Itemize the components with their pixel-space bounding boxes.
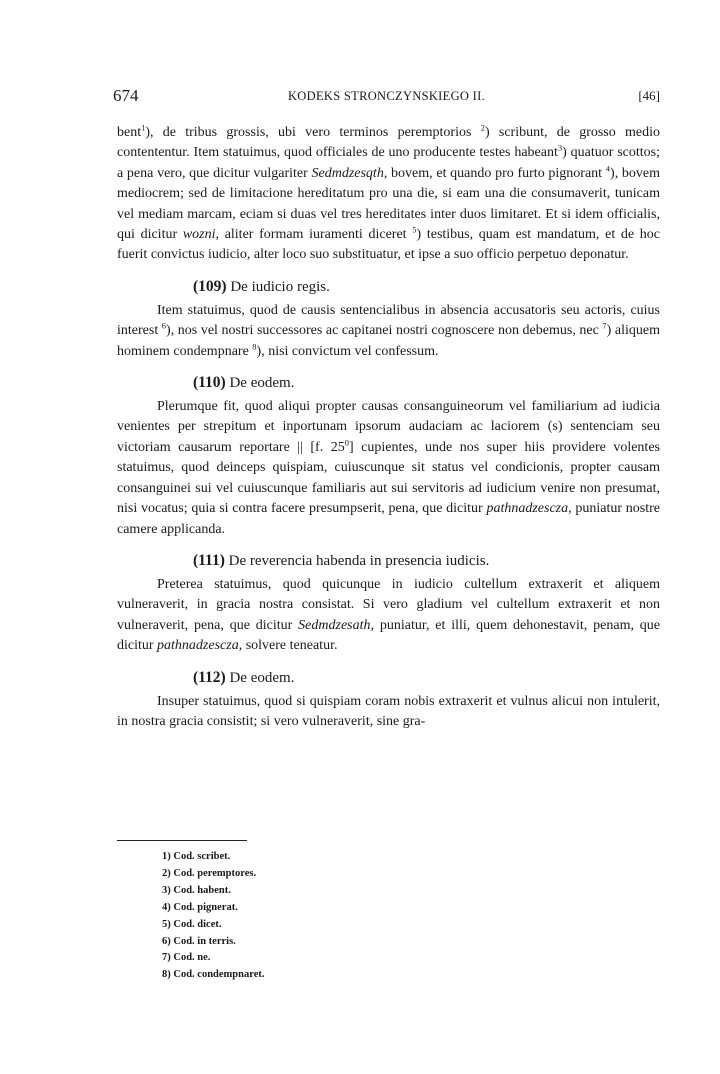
section-number: (109) xyxy=(193,277,227,295)
footnote-divider xyxy=(117,840,247,841)
section-title: De reverencia habenda in presencia iudicis. xyxy=(228,552,490,569)
footnote: 2) Cod. peremptores. xyxy=(162,867,257,879)
footnote: 1) Cod. scribet. xyxy=(162,851,231,862)
section-number: (112) xyxy=(193,668,226,686)
section-title: De eodem. xyxy=(229,375,295,392)
section-heading-110 xyxy=(193,373,660,393)
section-paragraph-110: Plerumque fit, quod aliqui propter causas consanguineorum vel familiarium ad iudicia venientes per strepitum et inportunam ipsorum audaciam ac laciorem (s) sentenciam seu victoriam causarum reportare || [f. $25^0$] cupientes, unde nos super hiis providere volentes statuimus, quod deinceps quispiam, cuiuscunque sit status vel condicionis, propter causam consanguinei sui vel cuiuscunque familiaris aut sui servitoris ad iudicium venire non presumat, nisi vocatus; quia si contra facere presumpserit, pena, que dicitur pathnadzescza, puniatur nostre camere applicanda. xyxy=(117,399,660,537)
footnote: 8) Cod. condempnaret. xyxy=(162,969,265,981)
folio-reference: [46] xyxy=(638,88,660,103)
section-number: (111) xyxy=(193,551,225,569)
footnote-ref: 7 xyxy=(602,320,607,331)
section-number: (110) xyxy=(193,374,226,392)
footnote-ref: 6 xyxy=(161,320,167,331)
footnote: 7) Cod. ne. xyxy=(162,952,211,964)
footnote-ref: 4 xyxy=(605,163,611,174)
vernacular-term: Sedmdzesqth, xyxy=(311,165,388,181)
section-title: De eodem. xyxy=(229,669,295,686)
page-number: 674 xyxy=(113,86,139,105)
footnote-ref: 2 xyxy=(480,122,485,133)
vernacular-term: wozni, xyxy=(182,227,219,243)
page-header xyxy=(113,86,660,108)
running-title: KODEKS STRONCZYNSKIEGO II. xyxy=(287,89,486,103)
section-heading-109 xyxy=(193,277,660,297)
footnote-ref: 3 xyxy=(557,142,563,153)
vernacular-term: Sedmdzesath, xyxy=(298,617,374,633)
section-heading-112 xyxy=(193,668,660,688)
vernacular-term: pathnadzescza, xyxy=(157,638,243,654)
footnote-ref: 8 xyxy=(252,341,257,351)
footnotes xyxy=(162,849,462,984)
vernacular-term: pathnadzescza, xyxy=(486,501,572,517)
footnote-ref: 5 xyxy=(412,224,417,235)
intro-paragraph: bent$^1$), de tribus grossis, ubi vero terminos peremptorios $^2$) scribunt, de grosso medio contententur. Item statuimus, quod officiales de uno producente testes habeant$^3$) quatuor scottos; a pena vero, que dicitur vulgariter Sedmdzesqth, bovem, et quando pro furto pignorant $^4$), bovem mediocrem; sed de limitacione hereditatum pro una die, si eam una die consumaverit, tunicam vel mediam marcam, eciam si duas vel tres hereditates inter duos limitaret. Et si idem officialis, qui dicitur wozni, aliter formam iuramenti diceret $^5$) testibus, quam est mandatum, et de hoc fuerit convictus iudicio, alter loco suo substituatur, et ipse a suo officio perpetuo deponatur. xyxy=(117,122,661,263)
section-heading-111 xyxy=(193,551,660,571)
footnote-ref: 1 xyxy=(141,122,146,133)
footnote: 6) Cod. in terris. xyxy=(162,935,236,947)
section-paragraph-111: Preterea statuimus, quod quicunque in iudicio cultellum extraxerit et aliquem vulneraverit, in gracia nostra consistat. Si vero gladium vel cultellum extraxerit et non vulneraverit, pena, que dicitur Sedmdzesath, puniatur, et illi, quem dehonestavit, penam, que dicitur pathnadzescza, solvere teneatur. xyxy=(117,576,661,654)
section-paragraph-112: Insuper statuimus, quod si quispiam coram nobis extraxerit et vulnus alicui non intulerit, in nostra gracia consistit; si vero vulneraverit, sine gra- xyxy=(117,693,660,729)
footnote: 4) Cod. pignerat. xyxy=(162,901,238,913)
body-text xyxy=(117,123,660,732)
section-paragraph-109: Item statuimus, quod de causis sentencialibus in absencia accusatoris seu actoris, cuius interest $^6$), nos vel nostri successores ac capitanei nostri cognoscere non debemus, nec $^7$) aliquem hominem condempnare $^8$), nisi convictum vel confessum. xyxy=(117,302,660,359)
footnote: 3) Cod. habent. xyxy=(162,884,231,896)
section-title: De iudicio regis. xyxy=(230,278,330,295)
footnote: 5) Cod. dicet. xyxy=(162,918,222,930)
degree-mark: 0 xyxy=(344,437,349,448)
